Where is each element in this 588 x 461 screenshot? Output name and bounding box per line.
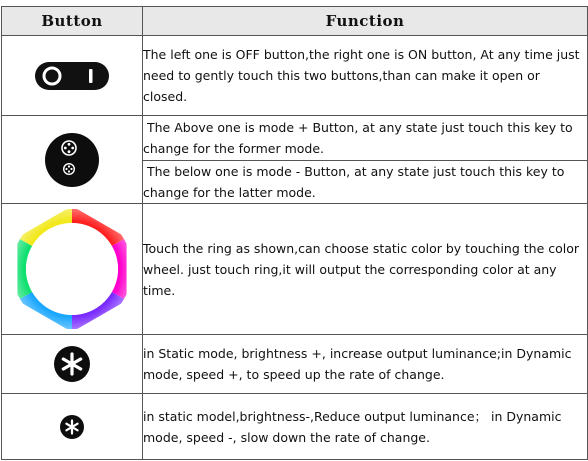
on-off-switch-icon — [34, 61, 110, 91]
header-function: Function — [143, 7, 588, 36]
table-row — [2, 335, 588, 394]
button-cell — [2, 394, 143, 460]
function-text: Touch the ring as shown,can choose static color by touching the color wheel. just touch ring,it will output the corresponding color at any time. — [143, 204, 588, 335]
button-cell — [2, 36, 143, 116]
header-button: Button — [2, 7, 143, 36]
table-row — [2, 204, 588, 335]
function-text: The below one is mode - Button, at any state just touch this key to change for the latter mode. — [143, 161, 588, 204]
button-function-table — [1, 6, 588, 460]
button-cell — [2, 116, 143, 204]
header-row — [2, 7, 588, 36]
brightness-plus-icon — [53, 345, 91, 383]
function-text: The left one is OFF button,the right one is ON button, At any time just need to gently touch this two buttons,than can make it open or closed. — [143, 36, 588, 116]
button-cell — [2, 204, 143, 335]
mode-plus-minus-icon — [44, 132, 100, 188]
function-text: in static model,brightness-,Reduce output luminance； in Dynamic mode, speed -, slow down the rate of change. — [143, 394, 588, 460]
color-wheel-ring-icon — [9, 206, 135, 332]
table-row — [2, 116, 588, 161]
function-text: in Static mode, brightness +, increase output luminance;in Dynamic mode, speed +, to speed up the rate of change. — [143, 335, 588, 394]
brightness-minus-icon — [59, 414, 85, 440]
table-row — [2, 394, 588, 460]
function-text: The Above one is mode + Button, at any state just touch this key to change for the former mode. — [143, 116, 588, 161]
button-cell — [2, 335, 143, 394]
table-row — [2, 36, 588, 116]
